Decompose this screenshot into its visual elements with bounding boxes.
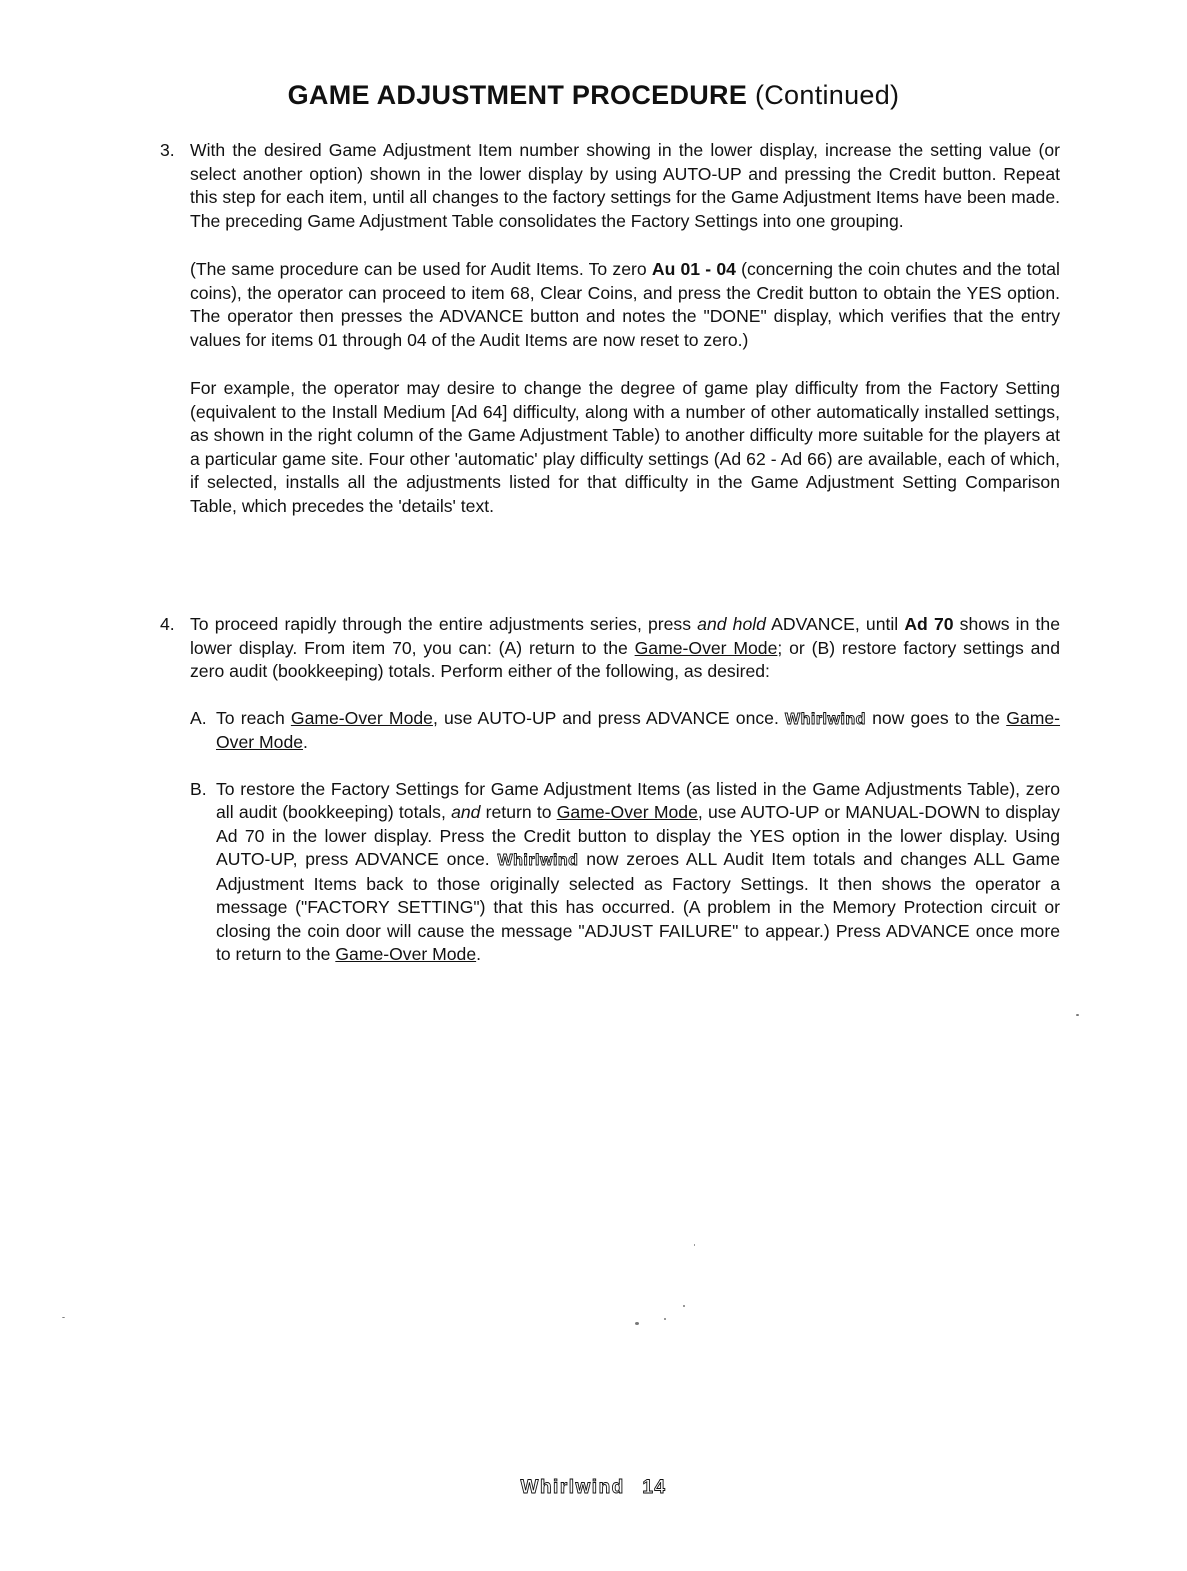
step-3-paragraph-1: With the desired Game Adjustment Item number showing in the lower display, increase the setting value (or select another option) shown in the lower display by using AUTO-UP and pressing the Credit button. Repeat this step for each item, until all changes to the factory settings for the Game Adjustment Items have been made. The preceding Game Adjustment Table consolidates the Factory Settings into one grouping.: [190, 140, 1060, 231]
option-a-letter: A.: [190, 707, 207, 728]
game-over-mode-term: Game-Over Mode: [216, 707, 1061, 752]
whirlwind-brand: Whirlwind: [497, 852, 579, 869]
step-4-text-2: ADVANCE, until: [765, 614, 905, 634]
option-a-text-4: .: [303, 732, 308, 752]
and-hold-emphasis: and hold: [697, 614, 766, 634]
option-a-text-1: To reach: [216, 707, 291, 728]
option-b: [190, 778, 1060, 967]
footer-brand: Whirlwind: [520, 1477, 625, 1498]
scan-speck: [1076, 1014, 1079, 1016]
page-number: 14: [642, 1477, 667, 1498]
audit-items-reference: Au 01 - 04: [651, 259, 736, 279]
option-b-text-1: To restore the Factory Settings for Game Adjustment Items (as listed in the Game Adjustments Table), zero all audit (bookkeeping) totals,: [216, 778, 1060, 822]
and-emphasis: and: [451, 802, 481, 822]
option-a: [190, 707, 1060, 755]
option-a-body: [216, 707, 1060, 755]
step-4-number: 4.: [160, 614, 175, 634]
option-b-body: [216, 778, 1060, 967]
option-b-text-2: return to: [480, 802, 557, 822]
option-b-letter: B.: [190, 778, 207, 799]
step-3: [160, 139, 1060, 543]
step-4-text-4: ; or (B) restore factory settings and zero audit (bookkeeping) totals. Perform either of the following, as desired:: [190, 637, 1061, 681]
page-footer: [0, 1476, 1187, 1499]
game-over-mode-term: Game-Over Mode: [335, 944, 477, 964]
step-4: [160, 613, 1060, 967]
scan-speck: [664, 1318, 666, 1320]
game-over-mode-term: Game-Over Mode: [290, 707, 433, 728]
step-3-body: [190, 139, 1060, 518]
scan-speck: [635, 1322, 639, 1325]
step-3-paragraph-3: For example, the operator may desire to change the degree of game play difficulty from the Factory Setting (equivalent to the Install Medium [Ad 64] difficulty, along with a number of other automatically installed settings, as shown in the right column of the Game Adjustment Table) to another difficulty more suitable for the players at a particular game site. Four other 'automatic' play difficulty settings (Ad 62 - Ad 66) are available, each of which, if selected, installs all the adjustments listed for that difficulty in the Game Adjustment Setting Comparison Table, which precedes the 'details' text.: [190, 378, 1060, 516]
option-a-text-2: , use AUTO-UP and press ADVANCE once.: [432, 707, 785, 728]
option-b-text-3: , use AUTO-UP or MANUAL-DOWN to display Ad 70 in the lower display. Press the Credit button to display the YES option in the lower display. Using AUTO-UP, press ADVANCE once.: [216, 802, 1060, 869]
game-over-mode-term: Game-Over Mode: [556, 802, 698, 822]
step-4-text-1: To proceed rapidly through the entire adjustments series, press: [190, 614, 698, 634]
page-title: [0, 80, 1187, 111]
game-over-mode-term: Game-Over Mode: [634, 637, 778, 658]
step-4-text-3: shows in the lower display. From item 70, you can: (A) return to the: [190, 614, 1060, 658]
step-4-paragraph: [190, 613, 1060, 684]
option-b-text-4: now zeroes ALL Audit Item totals and changes ALL Game Adjustment Items back to those originally selected as Factory Settings. It then shows the operator a message ("FACTORY SETTING") that this has occurred. (A problem in the Memory Protection circuit or closing the coin door will cause the message "ADJUST FAILURE" to appear.) Press ADVANCE once more to return to the: [216, 849, 1060, 964]
whirlwind-brand: Whirlwind: [785, 710, 866, 728]
step-3-p2-text: (The same procedure can be used for Audit Items. To zero: [190, 259, 652, 279]
option-a-text-3: now goes to the: [865, 707, 1007, 728]
scan-speck: [62, 1317, 65, 1318]
scan-speck: [694, 1244, 695, 1246]
step-4-body: [190, 613, 1060, 967]
scan-speck: [683, 1305, 685, 1307]
step-3-number: 3.: [160, 140, 175, 160]
page-title-continued: (Continued): [754, 80, 900, 110]
step-3-p2-text-rest: (concerning the coin chutes and the total coins), the operator can proceed to item 68, Clear Coins, and press the Credit button to obtain the YES option. The operator then presses the ADVANCE button and notes the "DONE" display, which verifies that the entry values for items 01 through 04 of the Audit Items are now reset to zero.): [190, 259, 1060, 350]
step-3-paragraph-2: [190, 258, 1060, 352]
page-title-main: GAME ADJUSTMENT PROCEDURE: [287, 80, 748, 110]
option-b-text-5: .: [476, 944, 482, 964]
ad-70-reference: Ad 70: [904, 614, 954, 634]
